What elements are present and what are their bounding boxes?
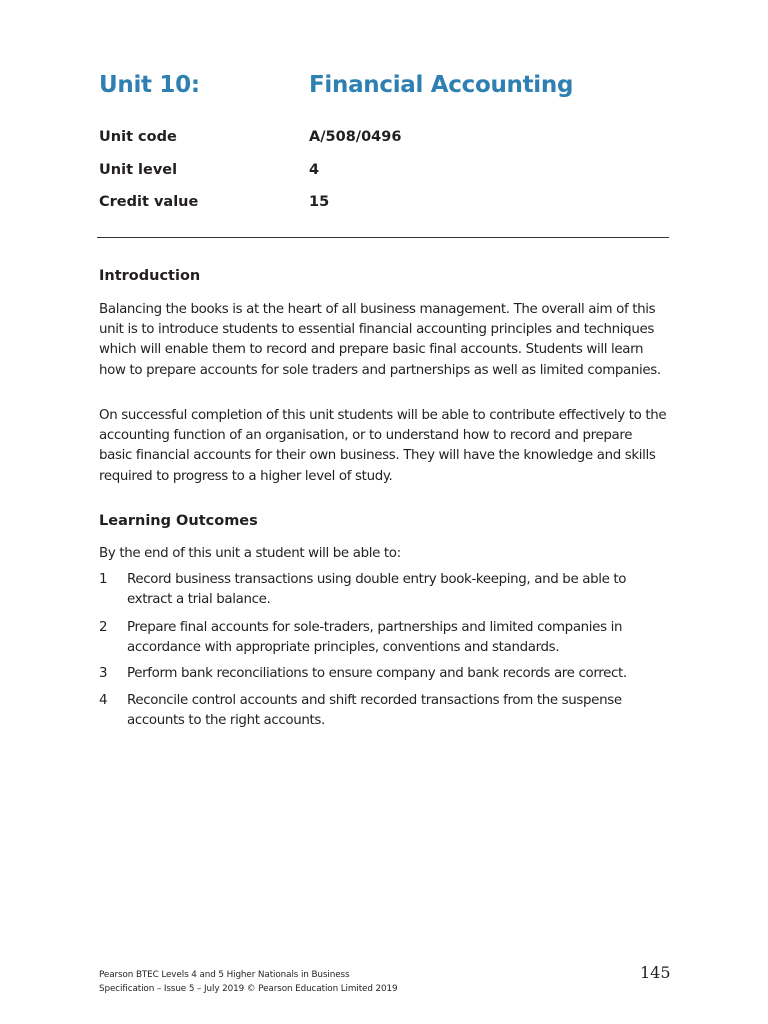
introduction-paragraph-1: Balancing the books is at the heart of all business management. The overall aim of this unit is to introduce students to essential financial accounting principles and techniques which will enable them to record and prepare basic final accounts. Students will learn how to prepare accounts for sole traders and partnerships as well as limited companies.: [99, 302, 661, 378]
list-item-number: 1: [99, 572, 108, 587]
list-item-number: 4: [99, 693, 108, 708]
meta-label: Unit code: [99, 129, 177, 145]
introduction-paragraph-2: On successful completion of this unit students will be able to contribute effectively to the accounting function of an organisation, or to understand how to record and prepare basic financial accounts for their own business. They will have the knowledge and skills required to progress to a higher level of study.: [99, 408, 667, 484]
meta-row-credit-value: [99, 194, 599, 214]
meta-value: 4: [309, 162, 320, 178]
list-item-number: 2: [99, 620, 108, 635]
list-item-text: Prepare final accounts for sole-traders, partnerships and limited companies in accordance with appropriate principles, conventions and standards.: [127, 620, 623, 656]
learning-outcomes-heading: Learning Outcomes: [99, 513, 258, 529]
page-footer: [99, 968, 398, 996]
learning-outcomes-intro: By the end of this unit a student will be able to:: [99, 546, 401, 561]
list-item-text: Record business transactions using double entry book-keeping, and be able to extract a trial balance.: [127, 572, 627, 608]
list-item-number: 3: [99, 666, 108, 681]
footer-line-1: Pearson BTEC Levels 4 and 5 Higher Nationals in Business: [99, 970, 350, 980]
page-number: 145: [640, 963, 671, 982]
meta-value: 15: [309, 194, 330, 210]
meta-row-unit-code: [99, 129, 599, 149]
meta-row-unit-level: [99, 162, 599, 182]
list-item-text: Perform bank reconciliations to ensure company and bank records are correct.: [127, 666, 627, 681]
unit-title: Financial Accounting: [309, 72, 574, 98]
unit-number: Unit 10:: [99, 72, 200, 98]
meta-label: Credit value: [99, 194, 199, 210]
list-item-text: Reconcile control accounts and shift recorded transactions from the suspense accounts to the right accounts.: [127, 693, 622, 729]
section-divider: [97, 237, 669, 238]
unit-header: [99, 72, 699, 106]
meta-value: A/508/0496: [309, 129, 402, 145]
introduction-heading: Introduction: [99, 268, 201, 284]
meta-label: Unit level: [99, 162, 178, 178]
footer-line-2: Specification – Issue 5 – July 2019 © Pearson Education Limited 2019: [99, 984, 398, 994]
